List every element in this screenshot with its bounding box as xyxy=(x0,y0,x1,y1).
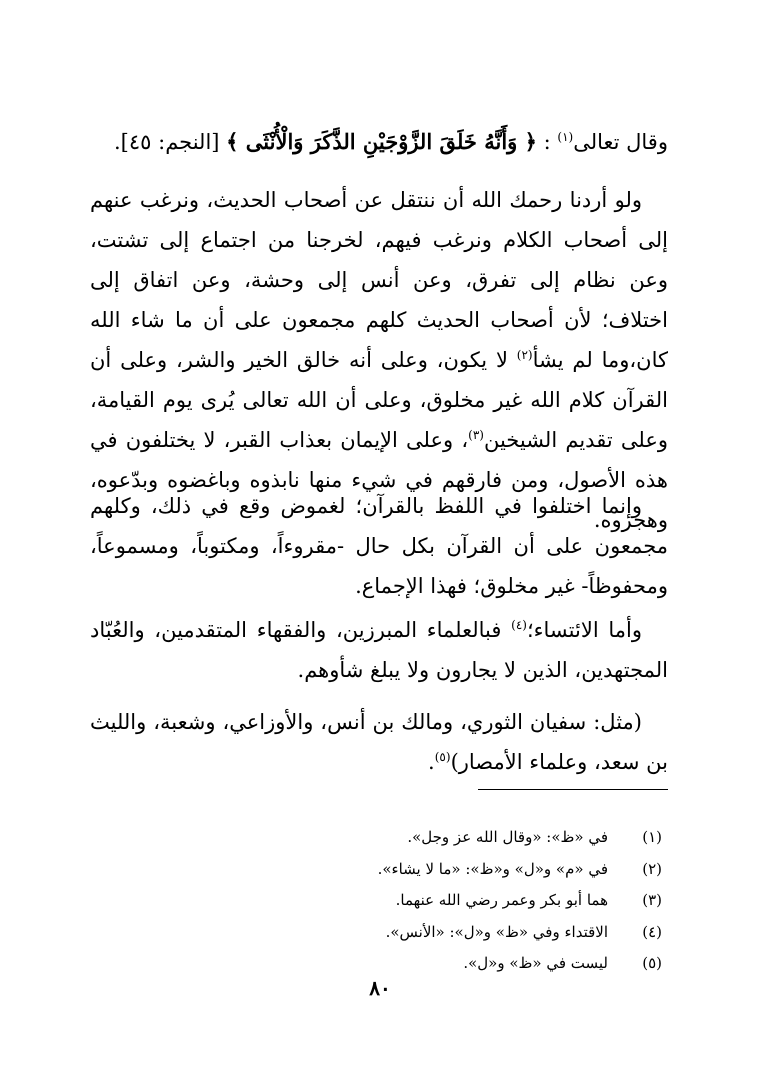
quran-verse: ﴿ وَأَنَّهُ خَلَقَ الزَّوْجَيْنِ الذَّكَرَ وَالْأُنْثَى ﴾ xyxy=(226,129,537,154)
footnote-4 xyxy=(102,917,662,949)
footnote-divider xyxy=(478,789,668,790)
page-number: ٨٠ xyxy=(369,976,391,1000)
footnote-number: (٤) xyxy=(642,922,662,941)
footnote-ref-5[interactable]: (٥) xyxy=(434,750,451,764)
paragraph-2-text: وإنما اختلفوا في اللفظ بالقرآن؛ لغموض وقع في ذلك، وكلهم مجمعون على أن القرآن بكل حال -مقروءاً، ومكتوباً، ومسموعاً، ومحفوظاً- غير مخلوق؛ فهذا الإجماع. xyxy=(90,494,668,598)
footnote-text: ليست في «ظ» و«ل». xyxy=(463,954,608,972)
footnote-text: في «ظ»: «وقال الله عز وجل». xyxy=(407,828,608,846)
verse-citation: [النجم: ٤٥]. xyxy=(114,130,220,154)
footnote-number: (١) xyxy=(642,828,662,846)
footnote-2 xyxy=(102,854,662,886)
paragraph-4-end: . xyxy=(428,750,435,774)
paragraph-3-text-a: وأما الائتساء؛ xyxy=(526,618,642,642)
footnote-number: (٣) xyxy=(642,891,662,909)
paragraph-2 xyxy=(90,486,668,606)
paragraph-4-text: (مثل: سفيان الثوري، ومالك بن أنس، والأوزاعي، وشعبة، والليث بن سعد، وعلماء الأمصار) xyxy=(90,710,668,774)
paragraph-1-text-c: ، وعلى الإيمان بعذاب القبر، لا يختلفون في هذه الأصول، ومن فارقهم في شيء منها نابذوه وباغضوه وبدّعوه، وهجروه. xyxy=(90,428,668,532)
footnote-5 xyxy=(102,948,662,980)
footnote-ref-4[interactable]: (٤) xyxy=(511,618,527,632)
paragraph-1-text-a: ولو أردنا رحمك الله أن ننتقل عن أصحاب الحديث، ونرغب عنهم إلى أصحاب الكلام ونرغب فيهم، لخرجنا من اجتماع إلى تشتت، وعن نظام إلى تفرق، وعن أنس إلى وحشة، وعن اتفاق إلى اختلاف؛ لأن أصحاب الحديث كلهم مجمعون على أن ما شاء الله كان،وما لم يشأ xyxy=(90,188,668,372)
paragraph-3 xyxy=(90,610,668,690)
footnote-text: الاقتداء وفي «ظ» و«ل»: «الأنس». xyxy=(385,922,608,941)
verse-paragraph xyxy=(90,122,668,162)
footnote-number: (٢) xyxy=(642,859,662,878)
paragraph-4 xyxy=(90,702,668,782)
verse-colon: : xyxy=(543,130,551,154)
footnote-1 xyxy=(102,822,662,854)
footnote-3 xyxy=(102,885,662,917)
footnote-ref-2[interactable]: (٢) xyxy=(516,348,533,362)
footnote-ref-1[interactable]: (١) xyxy=(557,130,574,144)
footnote-text: في «م» و«ل» و«ظ»: «ما لا يشاء». xyxy=(377,859,608,878)
verse-lead: وقال تعالى xyxy=(573,130,668,154)
footnotes-list xyxy=(102,822,662,980)
footnote-ref-3[interactable]: (٣) xyxy=(468,428,484,442)
footnote-text: هما أبو بكر وعمر رضي الله عنهما. xyxy=(395,891,608,909)
paragraph-1-text-b: لا يكون، وعلى أنه خالق الخير والشر، وعلى أن القرآن كلام الله غير مخلوق، وعلى أن الله تعالى يُرى يوم القيامة، وعلى تقديم الشيخين xyxy=(90,348,668,452)
paragraph-3-text-b: فبالعلماء المبرزين، والفقهاء المتقدمين، والعُبّاد المجتهدين، الذين لا يجارون ولا يبلغ شأوهم. xyxy=(90,618,668,682)
footnote-number: (٥) xyxy=(642,954,662,972)
